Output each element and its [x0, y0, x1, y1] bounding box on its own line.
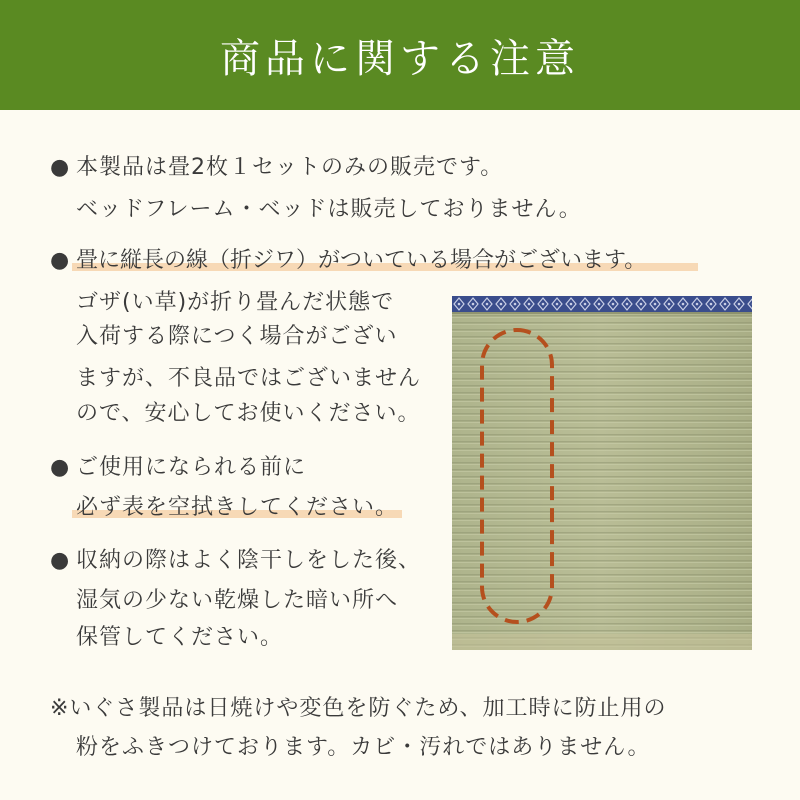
bullet-icon: ●: [50, 455, 70, 480]
footer-note-line-1: ※いぐさ製品は日焼けや変色を防ぐため、加工時に防止用の: [50, 696, 667, 721]
header-banner: [0, 0, 800, 110]
tatami-photo: [452, 296, 752, 650]
note-4-line-1: 収納の際はよく陰干しをした後、: [76, 548, 422, 573]
note-2-line-3: 入荷する際につく場合がござい: [76, 324, 398, 349]
bullet-icon: ●: [50, 248, 70, 273]
note-2-line-5: ので、安心してお使いください。: [76, 401, 421, 426]
note-2-line-1: 畳に縦長の線（折ジワ）がついている場合がございます。: [76, 248, 647, 273]
note-3-line-2: 必ず表を空拭きしてください。: [76, 495, 399, 520]
note-3-line-1: ご使用になられる前に: [76, 455, 307, 480]
footer-note-line-2: 粉をふきつけております。カビ・汚れではありません。: [76, 735, 651, 760]
note-2-line-2: ゴザ(い草)が折り畳んだ状態で: [76, 290, 395, 315]
tatami-border-edge: [452, 296, 752, 312]
bullet-icon: ●: [50, 548, 70, 573]
note-4-line-2: 湿気の少ない乾燥した暗い所へ: [76, 588, 399, 613]
note-2-line-4: ますが、不良品ではございません: [76, 366, 422, 391]
bullet-icon: ●: [50, 155, 70, 180]
note-1-line-2: ベッドフレーム・ベッドは販売しておりません。: [76, 197, 582, 222]
note-4-line-3: 保管してください。: [76, 625, 284, 650]
page-title: 商品に関する注意: [220, 35, 580, 82]
note-1-line-1: 本製品は畳2枚１セットのみの販売です。: [76, 155, 504, 180]
tatami-surface: [452, 296, 752, 650]
